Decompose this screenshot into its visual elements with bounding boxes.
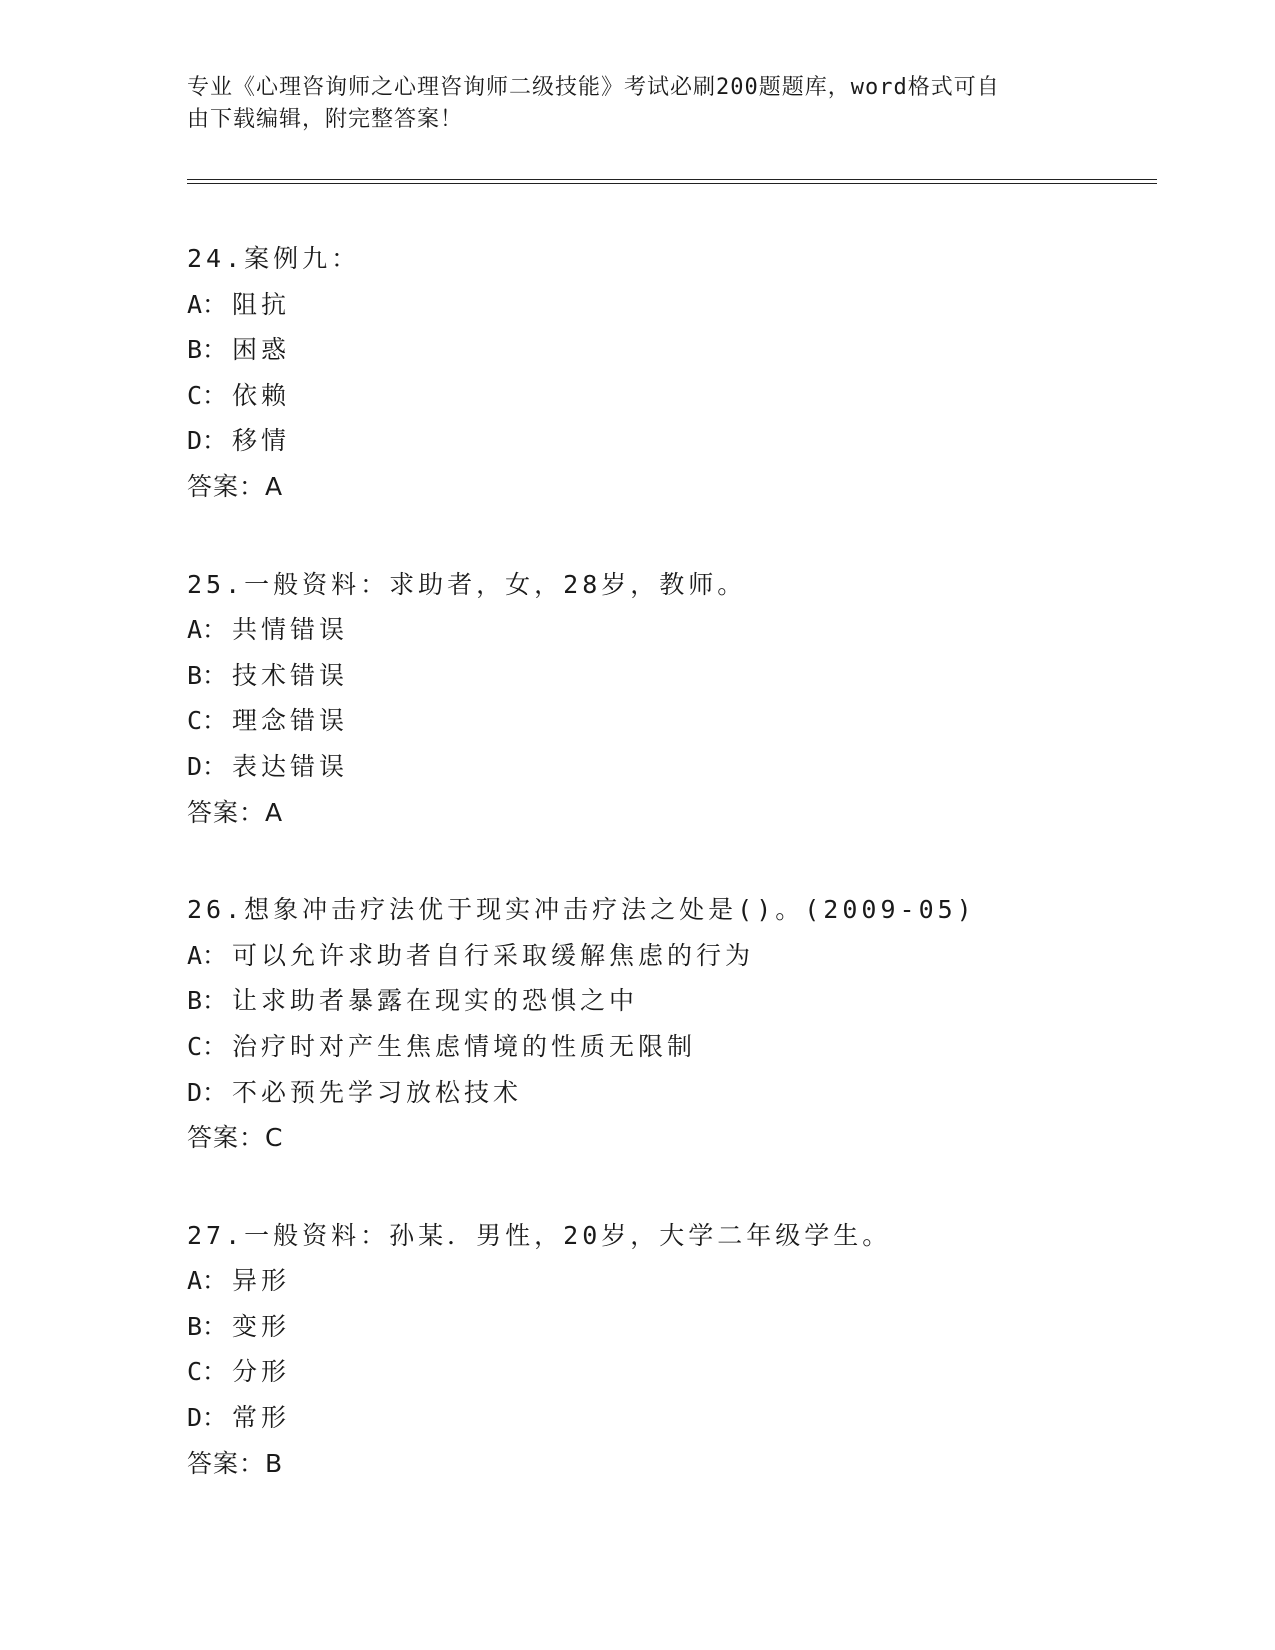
option-d (187, 418, 1157, 464)
option-c (187, 1024, 1157, 1070)
option-b (187, 327, 1157, 373)
option-d (187, 744, 1157, 790)
option-a (187, 933, 1157, 979)
answer-line: 答案：A (187, 471, 284, 501)
header-divider (187, 179, 1157, 184)
option-c (187, 698, 1157, 744)
option-text: 治疗时对产生焦虑情境的性质无限制 (232, 1031, 697, 1061)
option-letter: D： (187, 1077, 228, 1107)
option-text: 共情错误 (232, 615, 349, 645)
option-letter: A： (187, 289, 228, 319)
option-a (187, 1258, 1157, 1304)
question-list (187, 236, 1157, 1538)
option-letter: D： (187, 751, 228, 781)
option-letter: A： (187, 1266, 228, 1296)
option-text: 异形 (232, 1266, 291, 1296)
option-text: 分形 (232, 1357, 291, 1387)
option-text: 阻抗 (232, 289, 291, 319)
option-letter: C： (187, 1031, 228, 1061)
option-c (187, 373, 1157, 419)
option-letter: B： (187, 335, 228, 365)
option-text: 移情 (232, 426, 291, 456)
option-b (187, 978, 1157, 1024)
header-line-2: 由下载编辑，附完整答案！ (187, 107, 464, 132)
question-stem: 25.一般资料：求助者，女，28岁，教师。 (187, 569, 747, 599)
question-24 (187, 236, 1157, 510)
question-26 (187, 887, 1157, 1161)
option-letter: C： (187, 706, 228, 736)
option-letter: C： (187, 380, 228, 410)
option-text: 表达错误 (232, 751, 349, 781)
question-stem: 26.想象冲击疗法优于现实冲击疗法之处是()。(2009-05) (187, 895, 976, 925)
option-b (187, 1304, 1157, 1350)
option-text: 常形 (232, 1403, 291, 1433)
option-text: 可以允许求助者自行采取缓解焦虑的行为 (232, 940, 755, 970)
question-27 (187, 1213, 1157, 1487)
option-text: 变形 (232, 1311, 291, 1341)
option-letter: C： (187, 1357, 228, 1387)
option-text: 依赖 (232, 380, 291, 410)
option-d (187, 1395, 1157, 1441)
option-text: 理念错误 (232, 706, 349, 736)
answer-line: 答案：C (187, 1123, 284, 1153)
question-stem: 27.一般资料：孙某．男性，20岁，大学二年级学生。 (187, 1220, 892, 1250)
option-text: 困惑 (232, 335, 291, 365)
option-text: 不必预先学习放松技术 (232, 1077, 523, 1107)
answer-line: 答案：A (187, 797, 284, 827)
option-b (187, 653, 1157, 699)
option-text: 让求助者暴露在现实的恐惧之中 (232, 986, 639, 1016)
header-line-1: 专业《心理咨询师之心理咨询师二级技能》考试必刷200题题库，word格式可自 (187, 75, 1000, 100)
option-letter: B： (187, 1311, 228, 1341)
question-stem: 24.案例九： (187, 244, 361, 273)
option-letter: A： (187, 940, 228, 970)
option-letter: D： (187, 426, 228, 456)
option-d (187, 1070, 1157, 1116)
document-header (187, 72, 1067, 136)
option-letter: D： (187, 1403, 228, 1433)
question-25 (187, 562, 1157, 836)
option-c (187, 1349, 1157, 1395)
option-letter: A： (187, 615, 228, 645)
option-letter: B： (187, 986, 228, 1016)
option-letter: B： (187, 660, 228, 690)
answer-line: 答案：B (187, 1448, 284, 1478)
option-text: 技术错误 (232, 660, 349, 690)
document-page (187, 0, 1157, 1650)
option-a (187, 282, 1157, 328)
option-a (187, 607, 1157, 653)
